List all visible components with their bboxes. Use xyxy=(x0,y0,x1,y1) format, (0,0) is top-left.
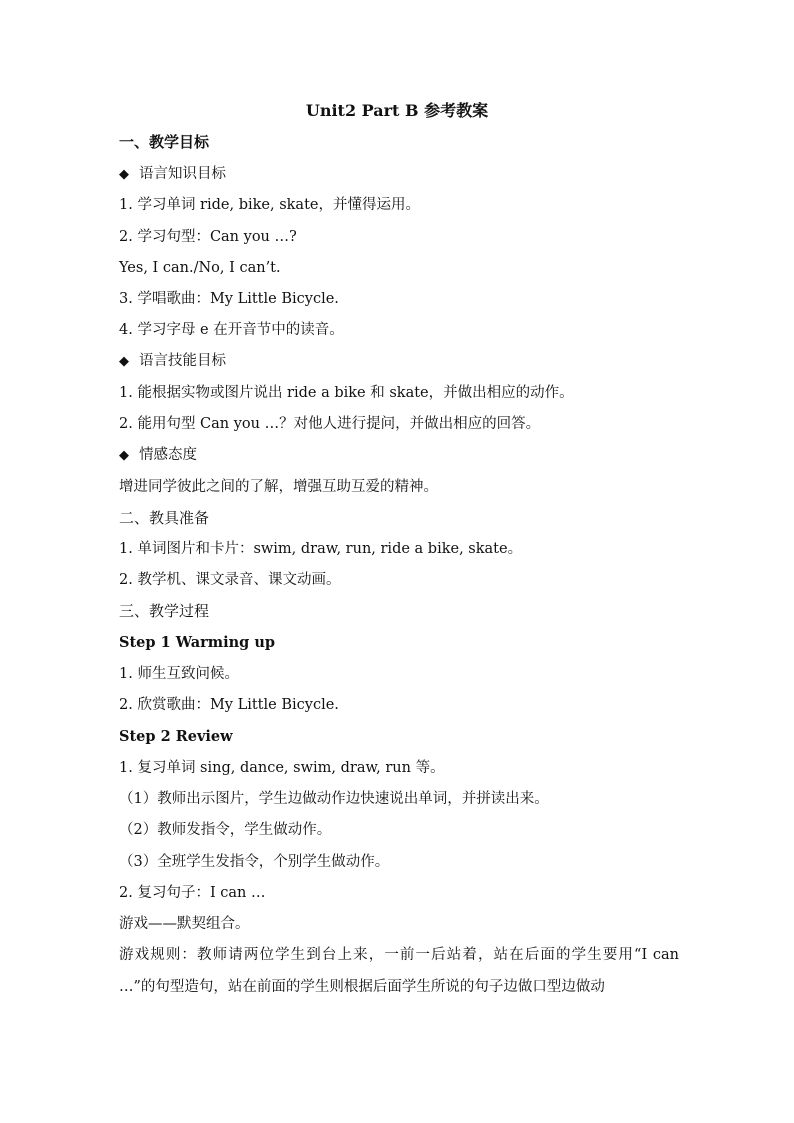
game-rules-paragraph: 游戏规则：教师请两位学生到台上来，一前一后站着，站在后面的学生要用“I can …”的句型造句，站在前面的学生则根据后面学生所说的句子边做口型边做动 xyxy=(119,947,679,995)
step-item: 2. 欣赏歌曲：My Little Bicycle. xyxy=(119,697,339,713)
document-title: Unit2 Part B 参考教案 xyxy=(305,101,489,120)
objective-item: 1. 能根据实物或图片说出 ride a bike 和 skate，并做出相应的动作。 xyxy=(119,385,574,401)
step-item: 1. 师生互致问候。 xyxy=(119,666,239,682)
subheading-language-skills xyxy=(119,351,226,372)
subheading-text: 语言知识目标 xyxy=(139,166,226,182)
objective-item: Yes, I can./No, I can’t. xyxy=(119,260,281,276)
diamond-bullet-icon: ◆ xyxy=(119,354,129,369)
subheading-text: 语言技能目标 xyxy=(139,353,226,369)
subheading-text: 情感态度 xyxy=(139,447,197,463)
step-item: 2. 复习句子：I can … xyxy=(119,885,266,901)
objective-item: 3. 学唱歌曲：My Little Bicycle. xyxy=(119,291,339,307)
game-title: 游戏——默契组合。 xyxy=(119,916,250,932)
subheading-attitude xyxy=(119,445,197,466)
paragraph: 增进同学彼此之间的了解，增强互助互爱的精神。 xyxy=(119,479,438,495)
materials-item: 2. 教学机、课文录音、课文动画。 xyxy=(119,572,341,588)
section-heading-materials: 二、教具准备 xyxy=(119,509,210,527)
section-heading-process: 三、教学过程 xyxy=(119,602,210,620)
section-heading-objectives: 一、教学目标 xyxy=(119,133,210,151)
materials-item: 1. 单词图片和卡片：swim, draw, run, ride a bike, skate。 xyxy=(119,541,523,557)
step-item: 1. 复习单词 sing, dance, swim, draw, run 等。 xyxy=(119,760,445,776)
objective-item: 1. 学习单词 ride, bike, skate，并懂得运用。 xyxy=(119,197,420,213)
objective-item: 2. 学习句型：Can you …? xyxy=(119,229,297,245)
subheading-language-knowledge xyxy=(119,164,226,185)
diamond-bullet-icon: ◆ xyxy=(119,167,129,182)
objective-item: 4. 学习字母 e 在开音节中的读音。 xyxy=(119,322,344,338)
diamond-bullet-icon: ◆ xyxy=(119,448,129,463)
step-heading-review: Step 2 Review xyxy=(119,728,233,745)
step-subitem: （2）教师发指令，学生做动作。 xyxy=(119,822,332,838)
objective-item: 2. 能用句型 Can you …？对他人进行提问，并做出相应的回答。 xyxy=(119,416,541,432)
step-heading-warming-up: Step 1 Warming up xyxy=(119,634,276,651)
step-subitem: （3）全班学生发指令，个别学生做动作。 xyxy=(119,854,390,870)
step-subitem: （1）教师出示图片，学生边做动作边快速说出单词，并拼读出来。 xyxy=(119,791,549,807)
